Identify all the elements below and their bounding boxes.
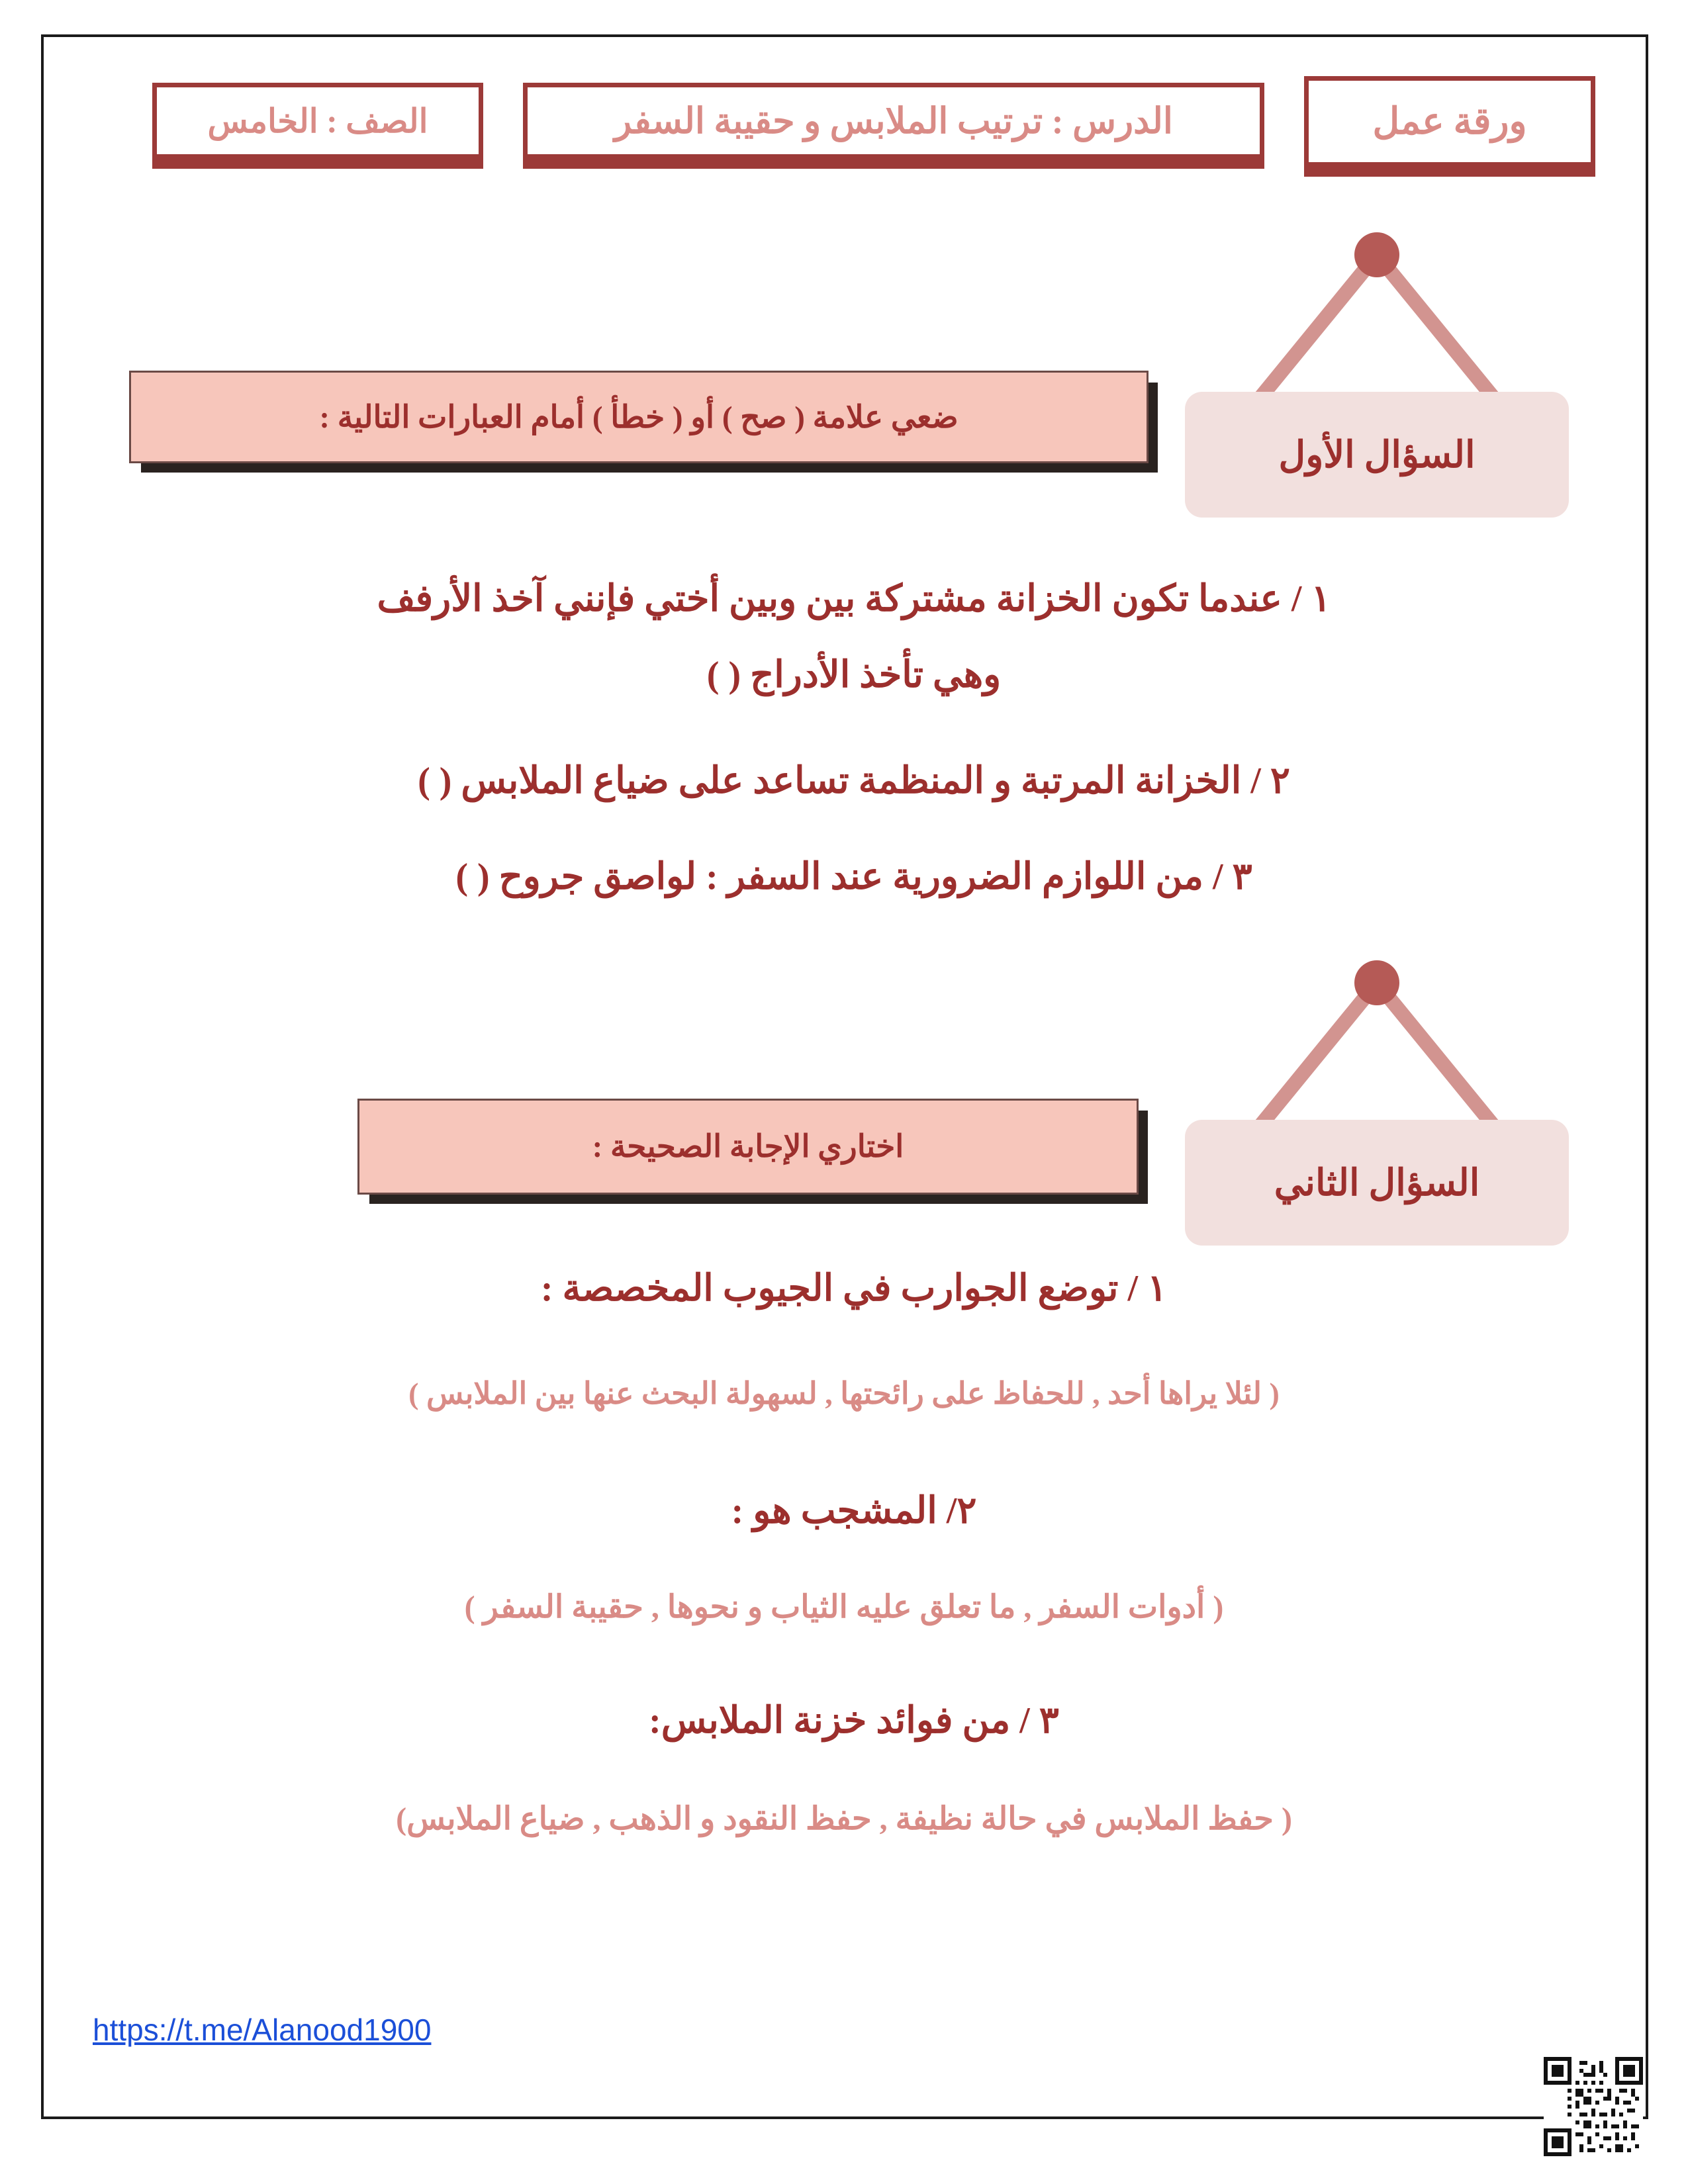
q1-item-1-line-1: ١ / عندما تكون الخزانة مشتركة بين وبين أختي فإنني آخذ الأرفف: [377, 578, 1331, 619]
grade-box: [152, 83, 483, 169]
lesson-title-box: [523, 83, 1264, 169]
lesson-title-text: الدرس : ترتيب الملابس و حقيبة السفر: [614, 101, 1173, 141]
question-one-sign-label: السؤال الأول: [1278, 434, 1476, 476]
question-two-sign-label: السؤال الثاني: [1274, 1162, 1480, 1204]
worksheet-title-text: ورقة عمل: [1372, 101, 1527, 142]
q2-item-2-options: ( أدوات السفر , ما تعلق عليه الثياب و نحوها , حقيبة السفر ): [464, 1590, 1224, 1625]
worksheet-title-box: [1304, 76, 1595, 177]
question-two-hanging-sign: [1178, 946, 1575, 1224]
q2-item-3-stem: ٣ / من فوائد خزنة الملابس:: [649, 1700, 1059, 1741]
q2-item-1-options: ( لئلا يراها أحد , للحفاظ على رائحتها , لسهولة البحث عنها بين الملابس ): [408, 1377, 1280, 1410]
question-one-instruction-banner: [129, 371, 1149, 463]
question-one-sign-plate: [1185, 392, 1569, 518]
question-two-instruction-banner: [357, 1099, 1139, 1195]
question-one-instruction-text: ضعي علامة ( صح ) أو ( خطأ ) أمام العبارات التالية :: [319, 400, 959, 435]
q2-item-1-stem: ١ / توضع الجوارب في الجيوب المخصصة :: [540, 1268, 1168, 1309]
q2-item-3-options: ( حفظ الملابس في حالة نظيفة , حفظ النقود و الذهب , ضياع الملابس): [396, 1801, 1292, 1837]
header-row: [93, 76, 1595, 177]
sign-rope-icon: [1178, 218, 1575, 417]
q1-item-1-line-2: وهي تأخذ الأدراج ( ): [706, 655, 1002, 696]
grade-text: الصف : الخامس: [207, 102, 428, 140]
qr-code-icon: [1544, 2057, 1643, 2156]
question-two-instruction-text: اختاري الإجابة الصحيحة :: [592, 1130, 904, 1164]
sign-rope-icon: [1178, 946, 1575, 1145]
q1-item-3: ٣ / من اللوازم الضرورية عند السفر : لواصق جروح ( ): [455, 856, 1252, 897]
question-one-hanging-sign: [1178, 218, 1575, 496]
q1-item-2: ٢ / الخزانة المرتبة و المنظمة تساعد على ضياع الملابس ( ): [418, 760, 1290, 801]
question-two-sign-plate: [1185, 1120, 1569, 1246]
telegram-link[interactable]: https://t.me/Alanood1900: [93, 2013, 432, 2047]
q2-item-2-stem: ٢/ المشجب هو :: [731, 1490, 977, 1531]
